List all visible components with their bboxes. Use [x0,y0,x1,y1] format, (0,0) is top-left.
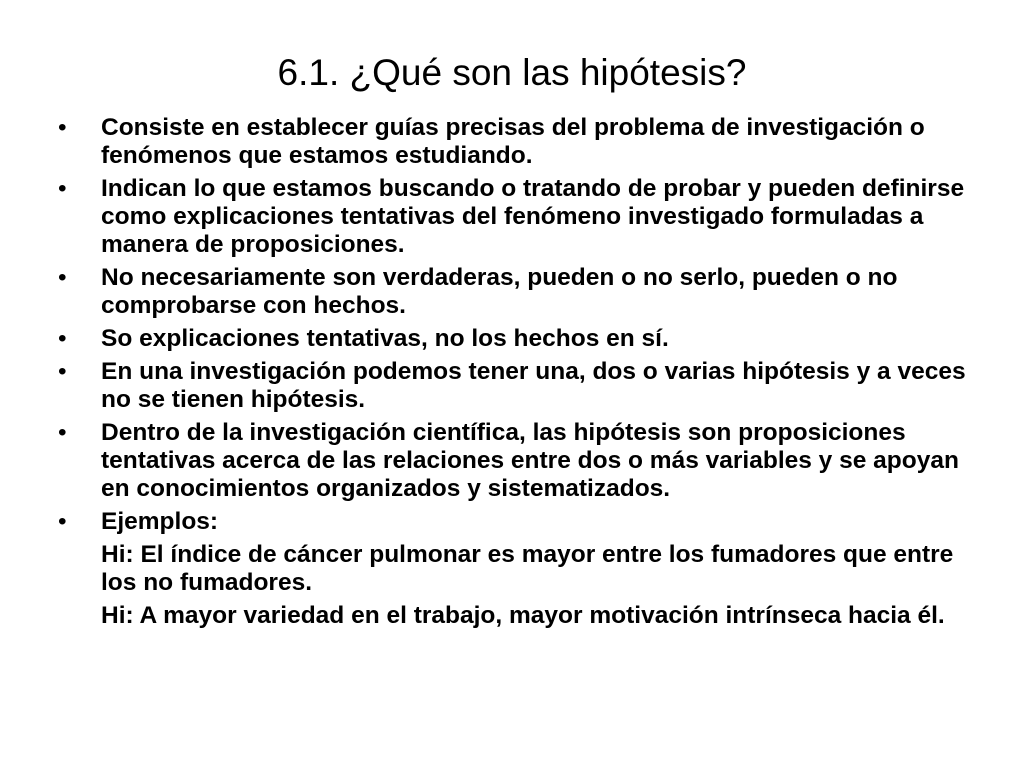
bullet-icon: • [58,114,67,141]
list-item [58,114,988,170]
bullet-icon: • [58,325,67,352]
bullet-icon: • [58,358,67,385]
slide-title: 6.1. ¿Qué son las hipótesis? [277,52,747,93]
list-item [58,325,988,353]
list-item [58,264,988,320]
bullet-icon: • [58,419,67,446]
bullet-text: Consiste en establecer guías precisas del problema de investigación o fenómenos que estamos estudiando. [101,114,925,169]
list-item [58,358,988,414]
bullet-icon: • [58,264,67,291]
example-item [58,541,988,597]
bullet-list [58,114,988,635]
example-item [58,602,988,630]
bullet-text: Indican lo que estamos buscando o tratando de probar y pueden definirse como explicaciones tentativas del fenómeno investigado formuladas a manera de proposiciones. [101,175,965,258]
bullet-text: So explicaciones tentativas, no los hechos en sí. [101,325,669,352]
list-item [58,508,988,536]
bullet-text: Ejemplos: [101,508,219,535]
bullet-icon: • [58,508,67,535]
bullet-text: No necesariamente son verdaderas, pueden o no serlo, pueden o no comprobarse con hechos. [101,264,898,319]
example-text: Hi: El índice de cáncer pulmonar es mayor entre los fumadores que entre los no fumadores. [101,541,954,596]
bullet-text: En una investigación podemos tener una, dos o varias hipótesis y a veces no se tienen hipótesis. [101,358,966,413]
bullet-text: Dentro de la investigación científica, las hipótesis son proposiciones tentativas acerca de las relaciones entre dos o más variables y se apoyan en conocimientos organizados y sistematizados. [101,419,959,502]
example-text: Hi: A mayor variedad en el trabajo, mayor motivación intrínseca hacia él. [101,602,945,629]
bullet-icon: • [58,175,67,202]
list-item [58,419,988,503]
list-item [58,175,988,259]
